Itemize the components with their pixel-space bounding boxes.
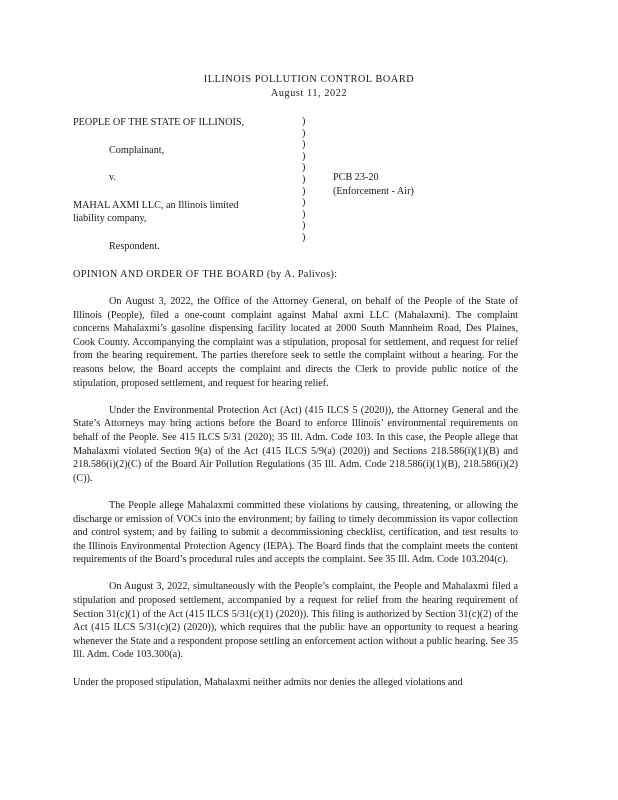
document-header — [0, 73, 618, 100]
caption-paren: ) — [302, 173, 306, 185]
opinion-body — [73, 295, 518, 689]
defendant-name-line1: MAHAL AXMI LLC, an Illinois limited — [73, 200, 239, 211]
paragraph: On August 3, 2022, simultaneously with the People’s complaint, the People and Mahalaxmi filed a stipulation and proposed settlement, accompanied by a request for relief from the hearing requirement of Section 31(c)(1) of the Act (415 ILCS 5/31(c)(1) (2020)). This filing is authorized by Section 31(c)(2) of the Act (415 ILCS 5/31(c)(2) (2020)), which requires that the public have an opportunity to request a hearing whenever the State and a respondent propose settling an enforcement action without a public hearing. See 35 Ill. Adm. Code 103.300(a). — [73, 581, 518, 661]
caption-paren: ) — [302, 162, 306, 174]
caption-paren: ) — [302, 139, 306, 151]
paragraph-continued: Under the proposed stipulation, Mahalaxmi neither admits nor denies the alleged violations and — [73, 676, 463, 688]
plaintiff-name: PEOPLE OF THE STATE OF ILLINOIS, — [73, 117, 245, 128]
caption-paren: ) — [302, 127, 306, 139]
opinion-title: OPINION AND ORDER OF THE BOARD (by A. Palivos): — [73, 269, 338, 280]
case-number-block — [333, 171, 414, 199]
paragraph: Under the Environmental Protection Act (Act) (415 ILCS 5 (2020)), the Attorney General and the State’s Attorneys may bring actions before the Board to enforce Illinois’ environmental requirements on behalf of the People. See 415 ILCS 5/31 (2020); 35 Ill. Adm. Code 103. In this case, the People allege that Mahalaxmi violated Section 9(a) of the Act (415 ILCS 5/9(a) (2020)) and Sections 218.586(i)(1)(B) and 218.586(i)(2)(C) of the Board Air Pollution Regulations (35 Ill. Adm. Code 218.586(i)(1)(B), 218.586(i)(2)(C)). — [73, 404, 518, 484]
case-caption — [73, 116, 533, 256]
defendant-name-line2: liability company, — [73, 213, 147, 224]
case-type: (Enforcement - Air) — [333, 186, 414, 197]
caption-paren: ) — [302, 185, 306, 197]
caption-paren: ) — [302, 197, 306, 209]
versus-label: v. — [109, 172, 116, 183]
board-name: ILLINOIS POLLUTION CONTROL BOARD — [203, 74, 415, 85]
complainant-label: Complainant, — [109, 145, 165, 156]
caption-paren: ) — [302, 150, 306, 162]
caption-paren: ) — [302, 208, 306, 220]
paragraph: On August 3, 2022, the Office of the Attorney General, on behalf of the People of the State of Illinois (People), filed a one-count complaint against Mahal axmi LLC (Mahalaxmi). The complaint concerns Mahalaxmi’s gasoline dispensing facility located at 2000 South Mannheim Road, Des Plaines, Cook County. Accompanying the complaint was a stipulation, proposal for settlement, and request for relief from the hearing requirement. The parties therefore seek to settle the complaint without a hearing. For the reasons below, the Board accepts the complaint and directs the Clerk to provide public notice of the stipulation, proposed settlement, and request for hearing relief. — [73, 296, 518, 389]
caption-paren: ) — [302, 220, 306, 232]
case-number: PCB 23-20 — [333, 172, 379, 183]
order-date: August 11, 2022 — [270, 87, 348, 99]
caption-paren: ) — [302, 116, 306, 127]
respondent-label: Respondent. — [109, 241, 160, 252]
paragraph: The People allege Mahalaxmi committed these violations by causing, threatening, or allowing the discharge or emission of VOCs into the environment; by failing to timely decommission its vapor collection and control system; and by failing to submit a decommissioning checklist, certification, and test results to the Illinois Environmental Protection Agency (IEPA). The Board finds that the complaint meets the content requirements of the Board’s procedural rules and accepts the complaint. See 35 Ill. Adm. Code 103.204(c). — [73, 499, 518, 566]
caption-parentheses — [302, 116, 312, 244]
caption-paren: ) — [302, 231, 306, 243]
